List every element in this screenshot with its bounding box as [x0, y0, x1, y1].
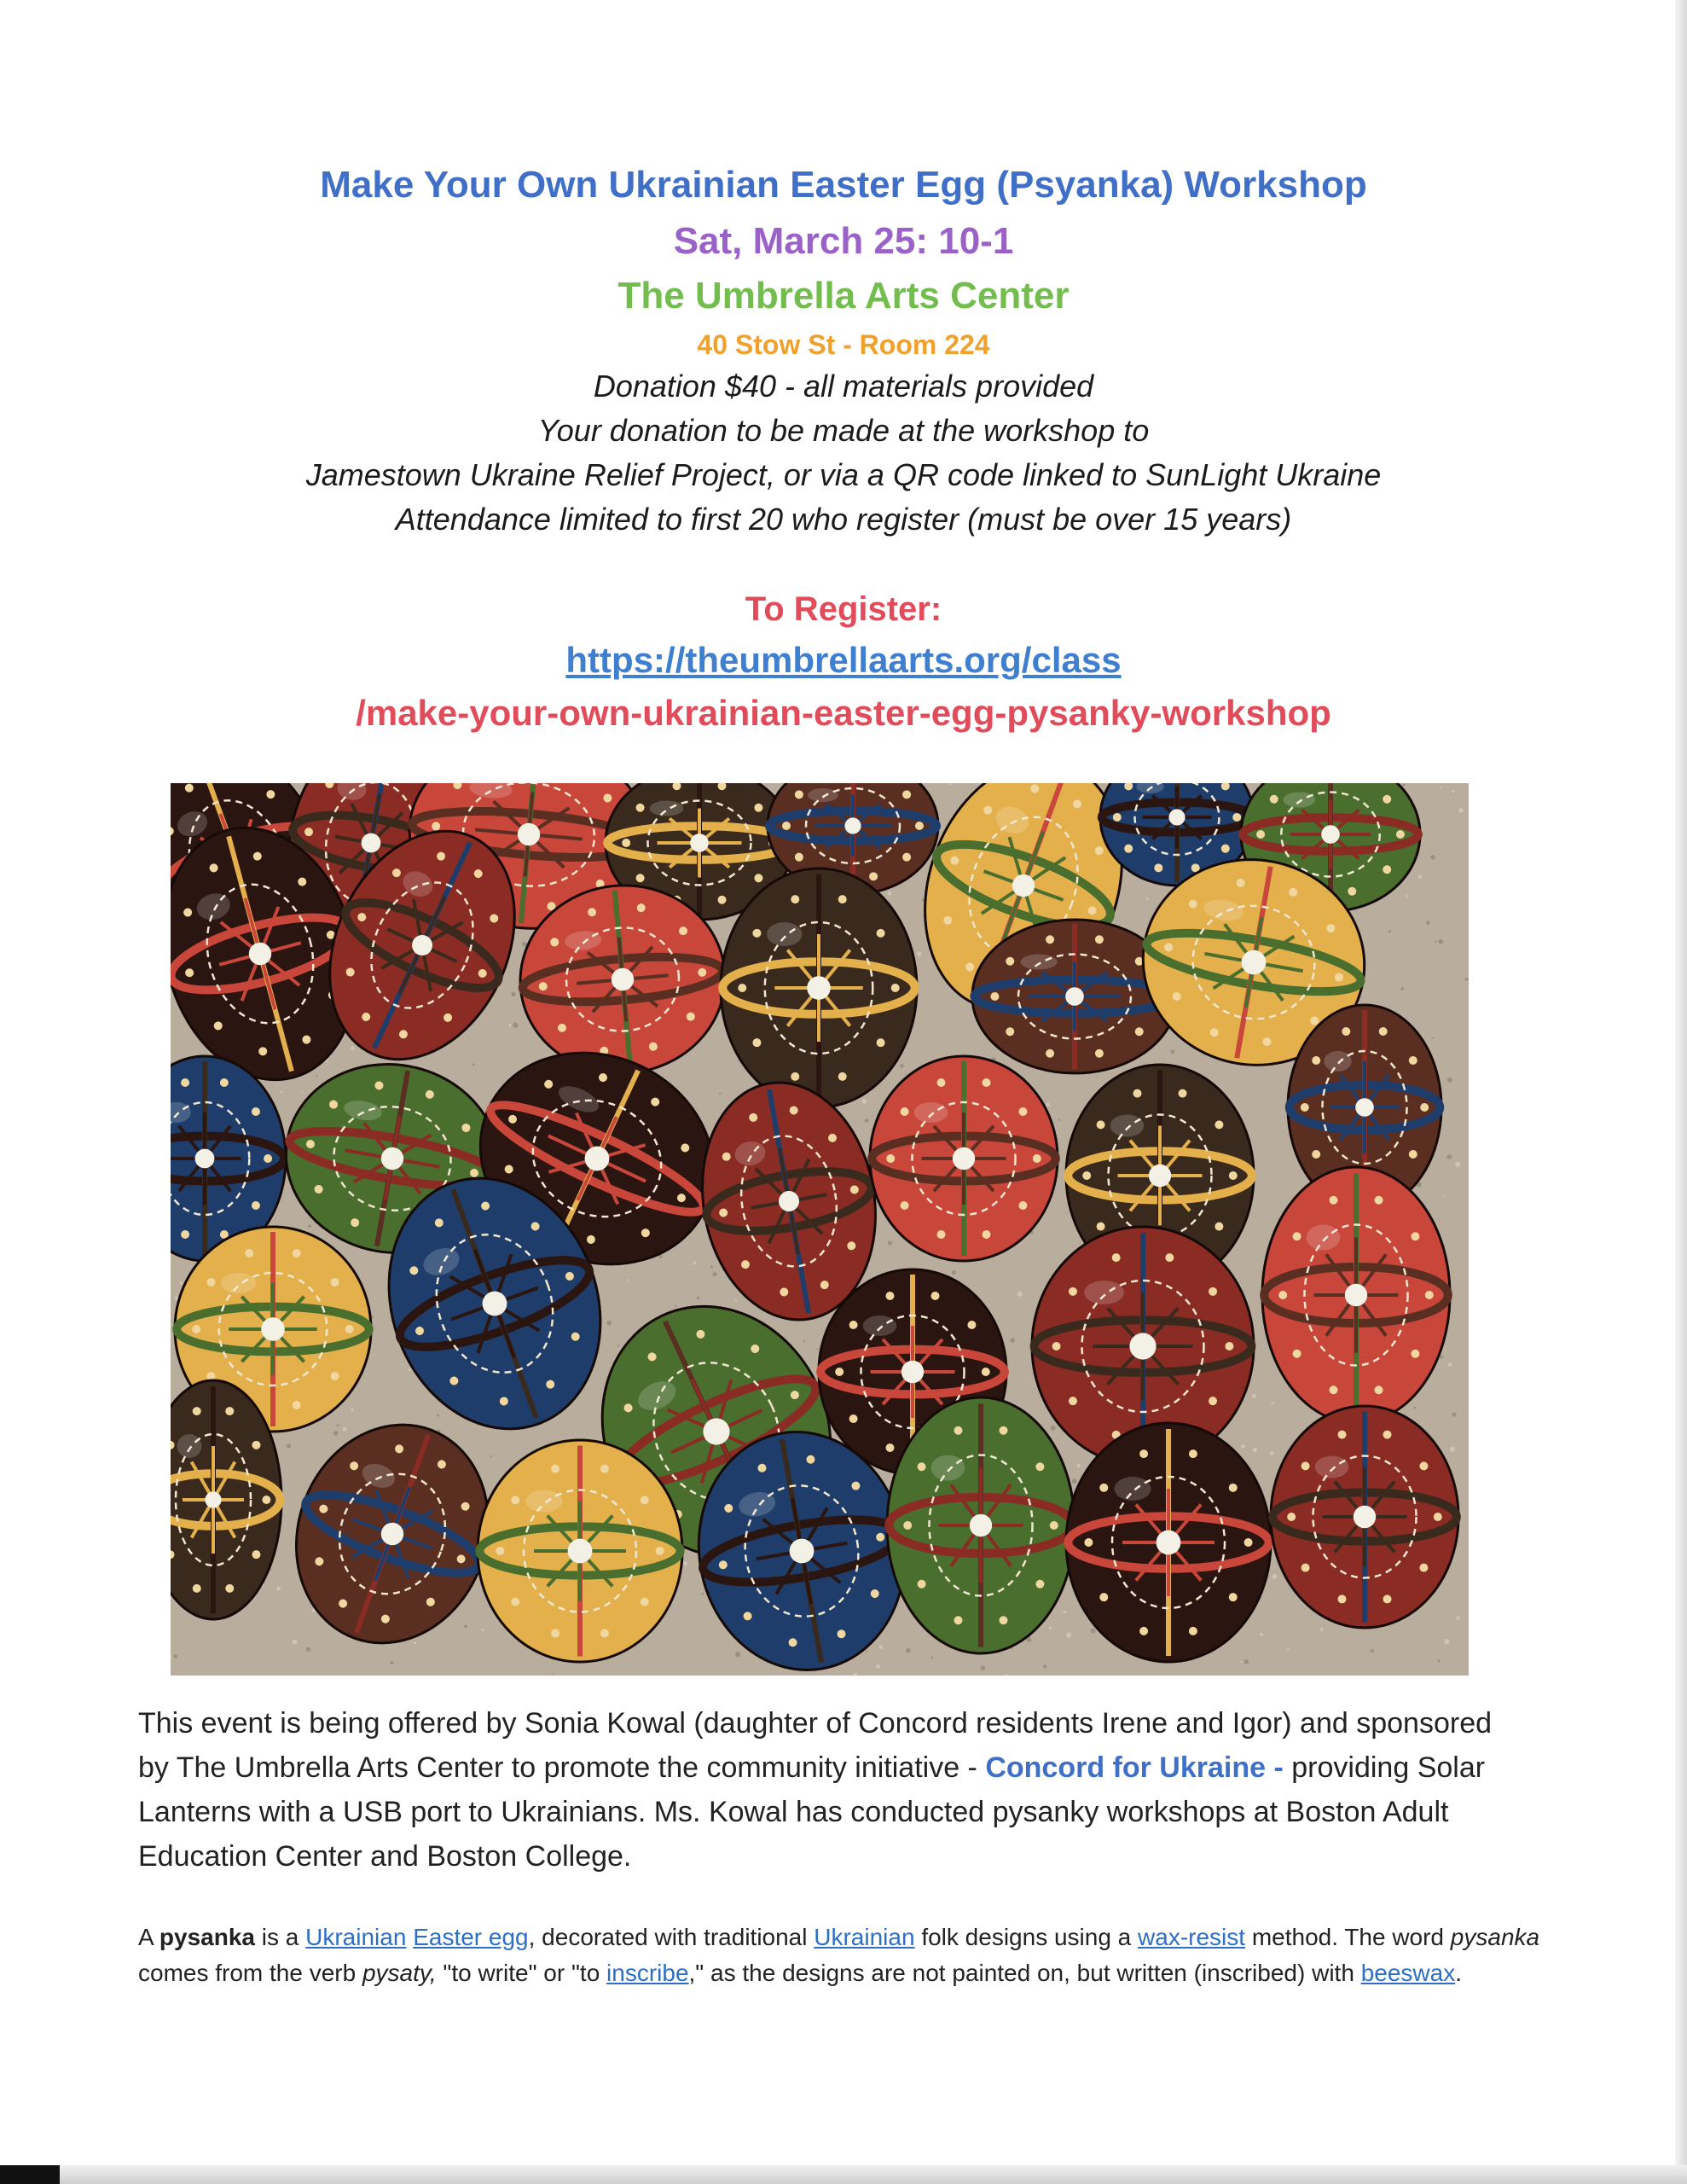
scan-corner: [0, 2165, 60, 2184]
pysanka-definition: [138, 1920, 1545, 1991]
def-text: A: [138, 1924, 159, 1950]
link-wax-resist[interactable]: wax-resist: [1138, 1924, 1246, 1950]
link-beeswax[interactable]: beeswax: [1360, 1960, 1456, 1986]
register-label: To Register:: [745, 590, 942, 628]
event-description: [138, 1701, 1520, 1879]
egg: [1066, 1423, 1271, 1662]
venue-name: The Umbrella Arts Center: [617, 275, 1070, 317]
pysanky-eggs-photo: [171, 783, 1469, 1676]
link-inscribe[interactable]: inscribe: [606, 1960, 689, 1986]
egg: [870, 1056, 1058, 1261]
pysanky-eggs-illustration: [171, 783, 1469, 1676]
donation-line-2: Your donation to be made at the workshop to: [537, 413, 1150, 448]
event-description-text-1: This event is being offered by Sonia Kowal (daughter of Concord residents Irene and Igor) and sponsored by The Umbrella Arts Center to promote the community initiative -: [138, 1707, 1493, 1784]
egg: [721, 868, 917, 1107]
def-text: comes from the verb: [138, 1960, 362, 1986]
scan-edge-bottom: [0, 2165, 1687, 2184]
def-text: is a: [255, 1924, 306, 1950]
link-ukrainian[interactable]: Ukrainian: [305, 1924, 407, 1950]
def-text: , decorated with traditional: [528, 1924, 815, 1950]
egg: [1271, 1406, 1458, 1628]
register-link-part-2[interactable]: /make-your-own-ukrainian-easter-egg-pysanky-workshop: [356, 693, 1331, 733]
scan-edge-right: [1675, 0, 1687, 2184]
def-text: ," as the designs are not painted on, but written (inscribed) with: [688, 1960, 1361, 1986]
link-ukrainian-2[interactable]: Ukrainian: [814, 1924, 915, 1950]
donation-line-3: Jamestown Ukraine Relief Project, or via a QR code linked to SunLight Ukraine: [305, 457, 1382, 492]
egg: [478, 1440, 682, 1662]
def-pysanka-bold: pysanka: [159, 1924, 255, 1950]
link-easter-egg[interactable]: Easter egg: [413, 1924, 529, 1950]
egg: [887, 1397, 1075, 1653]
donation-line-1: Donation $40 - all materials provided: [593, 369, 1094, 404]
event-description-text-2: providing Solar Lanterns with a USB port to Ukrainians. Ms. Kowal has conducted pysanky workshops at Boston Adult Education Center and Boston College.: [138, 1751, 1486, 1873]
register-link-part-1[interactable]: https://theumbrellaarts.org/class: [565, 640, 1122, 680]
concord-for-ukraine-highlight: Concord for Ukraine -: [985, 1751, 1292, 1784]
def-text: folk designs using a: [914, 1924, 1139, 1950]
def-pysanka-italic: pysanka: [1450, 1924, 1540, 1950]
def-pysaty-italic: pysaty,: [362, 1960, 437, 1986]
egg: [1262, 1167, 1450, 1423]
def-text: "to write" or "to: [436, 1960, 607, 1986]
def-text: method. The word: [1245, 1924, 1451, 1950]
def-text: .: [1455, 1960, 1462, 1986]
event-date: Sat, March 25: 10-1: [673, 220, 1014, 262]
venue-room: 40 Stow St - Room 224: [697, 329, 990, 360]
attendance-note: Attendance limited to first 20 who register (must be over 15 years): [395, 502, 1292, 537]
workshop-title: Make Your Own Ukrainian Easter Egg (Psyanka) Workshop: [320, 164, 1367, 206]
